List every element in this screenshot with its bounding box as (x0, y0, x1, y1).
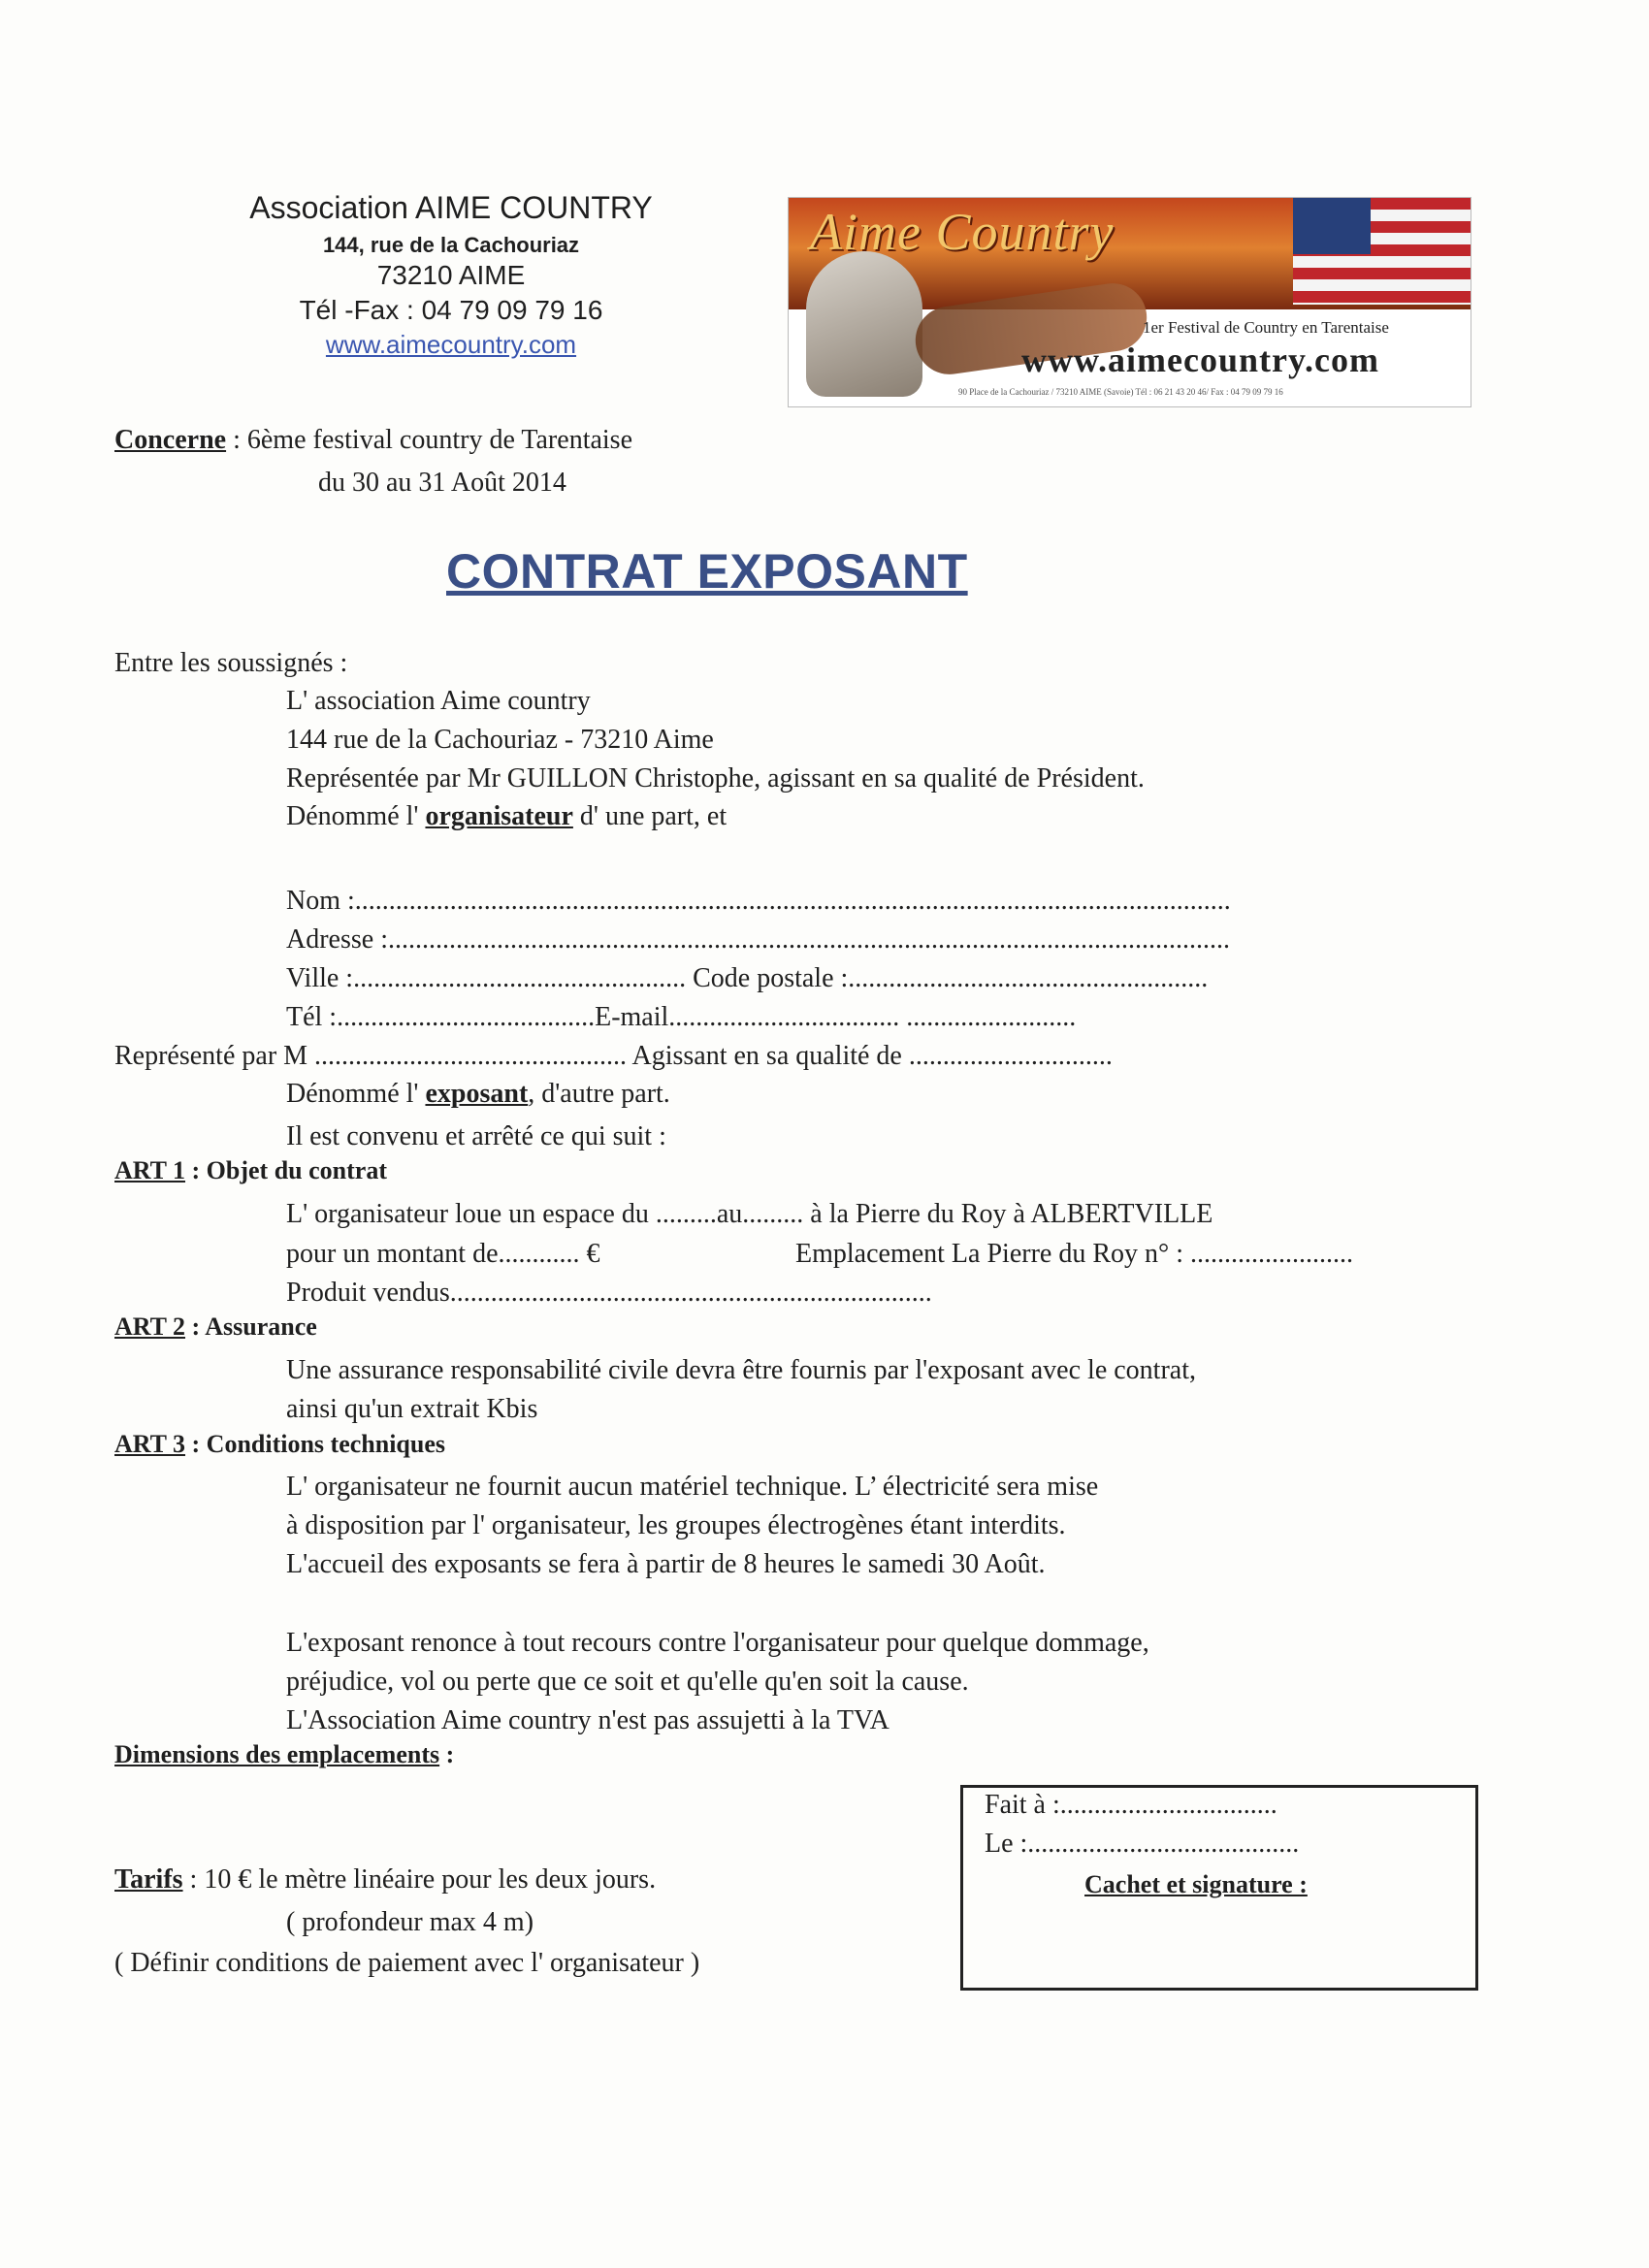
org-website-link[interactable]: www.aimecountry.com (325, 330, 577, 359)
dimensions-heading (114, 1740, 454, 1769)
org-party-line2: 144 rue de la Cachouriaz - 73210 Aime (286, 725, 714, 755)
org-phone: Tél -Fax : 04 79 09 79 16 (299, 295, 603, 325)
banner-subtitle: 1er Festival de Country en Tarentaise (1143, 318, 1389, 337)
org-party-line1: L' association Aime country (286, 686, 591, 716)
art3-line6: L'Association Aime country n'est pas assujetti à la TVA (286, 1705, 889, 1735)
banner-title: Aime Country (810, 203, 1115, 261)
tarifs-label: Tarifs (114, 1864, 183, 1895)
concerne-text: : 6ème festival country de Tarentaise (226, 425, 632, 455)
concerne-label: Concerne (114, 425, 227, 455)
art2-line2: ainsi qu'un extrait Kbis (286, 1394, 538, 1424)
org-denom-word: organisateur (425, 801, 573, 831)
art3-line2: à disposition par l' organisateur, les groupes électrogènes étant interdits. (286, 1510, 1066, 1540)
art3-line4: L'exposant renonce à tout recours contre l'organisateur pour quelque dommage, (286, 1628, 1149, 1658)
exp-denom-suffix: , d'autre part. (528, 1079, 670, 1109)
cowboy-hat-icon (806, 251, 922, 397)
banner-footer: 90 Place de la Cachouriaz / 73210 AIME (Savoie) Tél : 06 21 43 20 46/ Fax : 04 79 09 79 16 (958, 387, 1283, 397)
art2-heading (114, 1312, 317, 1342)
art3-label: ART 3 (114, 1430, 186, 1458)
org-name: Association AIME COUNTRY (249, 190, 653, 225)
org-denom-prefix: Dénommé l' (286, 801, 426, 831)
art1-title: : Objet du contrat (185, 1156, 387, 1184)
org-party-line3: Représentée par Mr GUILLON Christophe, agissant en sa qualité de Président. (286, 763, 1145, 794)
org-denomination (286, 801, 727, 832)
art1-label: ART 1 (114, 1156, 186, 1184)
dimensions-suffix: : (439, 1740, 455, 1768)
art3-heading (114, 1430, 445, 1459)
art1-produits-field[interactable]: Produit vendus....................................................................... (286, 1278, 932, 1308)
exp-denom-word: exposant (425, 1079, 529, 1109)
represente-field[interactable]: Représenté par M .............................................. Agissant en sa qualité de .............................. (114, 1041, 1113, 1071)
cachet-signature-label: Cachet et signature : (1084, 1870, 1308, 1898)
page-title: CONTRAT EXPOSANT (446, 544, 968, 599)
adresse-field[interactable]: Adresse :............................................................................................................................ (286, 924, 1230, 955)
org-address: 144, rue de la Cachouriaz (322, 233, 580, 257)
nom-field[interactable]: Nom :................................................................................................................................. (286, 886, 1231, 916)
convenu-line: Il est convenu et arrêté ce qui suit : (286, 1121, 666, 1151)
flag-canton (1293, 198, 1371, 254)
dimensions-label: Dimensions des emplacements (114, 1740, 440, 1768)
art1-emplacement-field[interactable]: Emplacement La Pierre du Roy n° : ........................ (795, 1239, 1353, 1269)
art1-line1: L' organisateur loue un espace du .........au......... à la Pierre du Roy à ALBERTVILLE (286, 1199, 1213, 1229)
tarifs-line2: ( profondeur max 4 m) (286, 1907, 534, 1937)
concerne-dates: du 30 au 31 Août 2014 (318, 468, 566, 498)
festival-banner (788, 197, 1471, 407)
art2-label: ART 2 (114, 1312, 186, 1341)
art3-title: : Conditions techniques (185, 1430, 446, 1458)
exposant-denomination (286, 1079, 670, 1110)
art3-line5: préjudice, vol ou perte que ce soit et qu'elle qu'en soit la cause. (286, 1667, 969, 1697)
date-field[interactable]: Le :........................................ (985, 1829, 1300, 1859)
banner-url: www.aimecountry.com (1021, 340, 1379, 379)
concerne-line (114, 425, 632, 456)
tel-email-field[interactable]: Tél :......................................E-mail.................................. ......................... (286, 1002, 1077, 1032)
art1-montant-field[interactable]: pour un montant de............ € (286, 1239, 600, 1269)
org-city: 73210 AIME (376, 260, 526, 290)
exp-denom-prefix: Dénommé l' (286, 1079, 426, 1109)
art1-heading (114, 1156, 387, 1185)
art3-line3: L'accueil des exposants se fera à partir de 8 heures le samedi 30 Août. (286, 1549, 1046, 1579)
fait-a-field[interactable]: Fait à :................................ (985, 1790, 1277, 1820)
tarifs-line (114, 1864, 656, 1895)
parties-intro: Entre les soussignés : (114, 648, 348, 678)
art2-line1: Une assurance responsabilité civile devra être fournis par l'exposant avec le contrat, (286, 1355, 1196, 1385)
art2-title: : Assurance (185, 1312, 317, 1341)
ville-codepostal-field[interactable]: Ville :................................................. Code postale :..................................................... (286, 963, 1209, 993)
art3-line1: L' organisateur ne fournit aucun matériel technique. L’ électricité sera mise (286, 1472, 1099, 1502)
tarifs-text: : 10 € le mètre linéaire pour les deux jours. (182, 1864, 657, 1895)
tarifs-line3: ( Définir conditions de paiement avec l' organisateur ) (114, 1948, 700, 1978)
org-denom-suffix: d' une part, et (572, 801, 728, 831)
